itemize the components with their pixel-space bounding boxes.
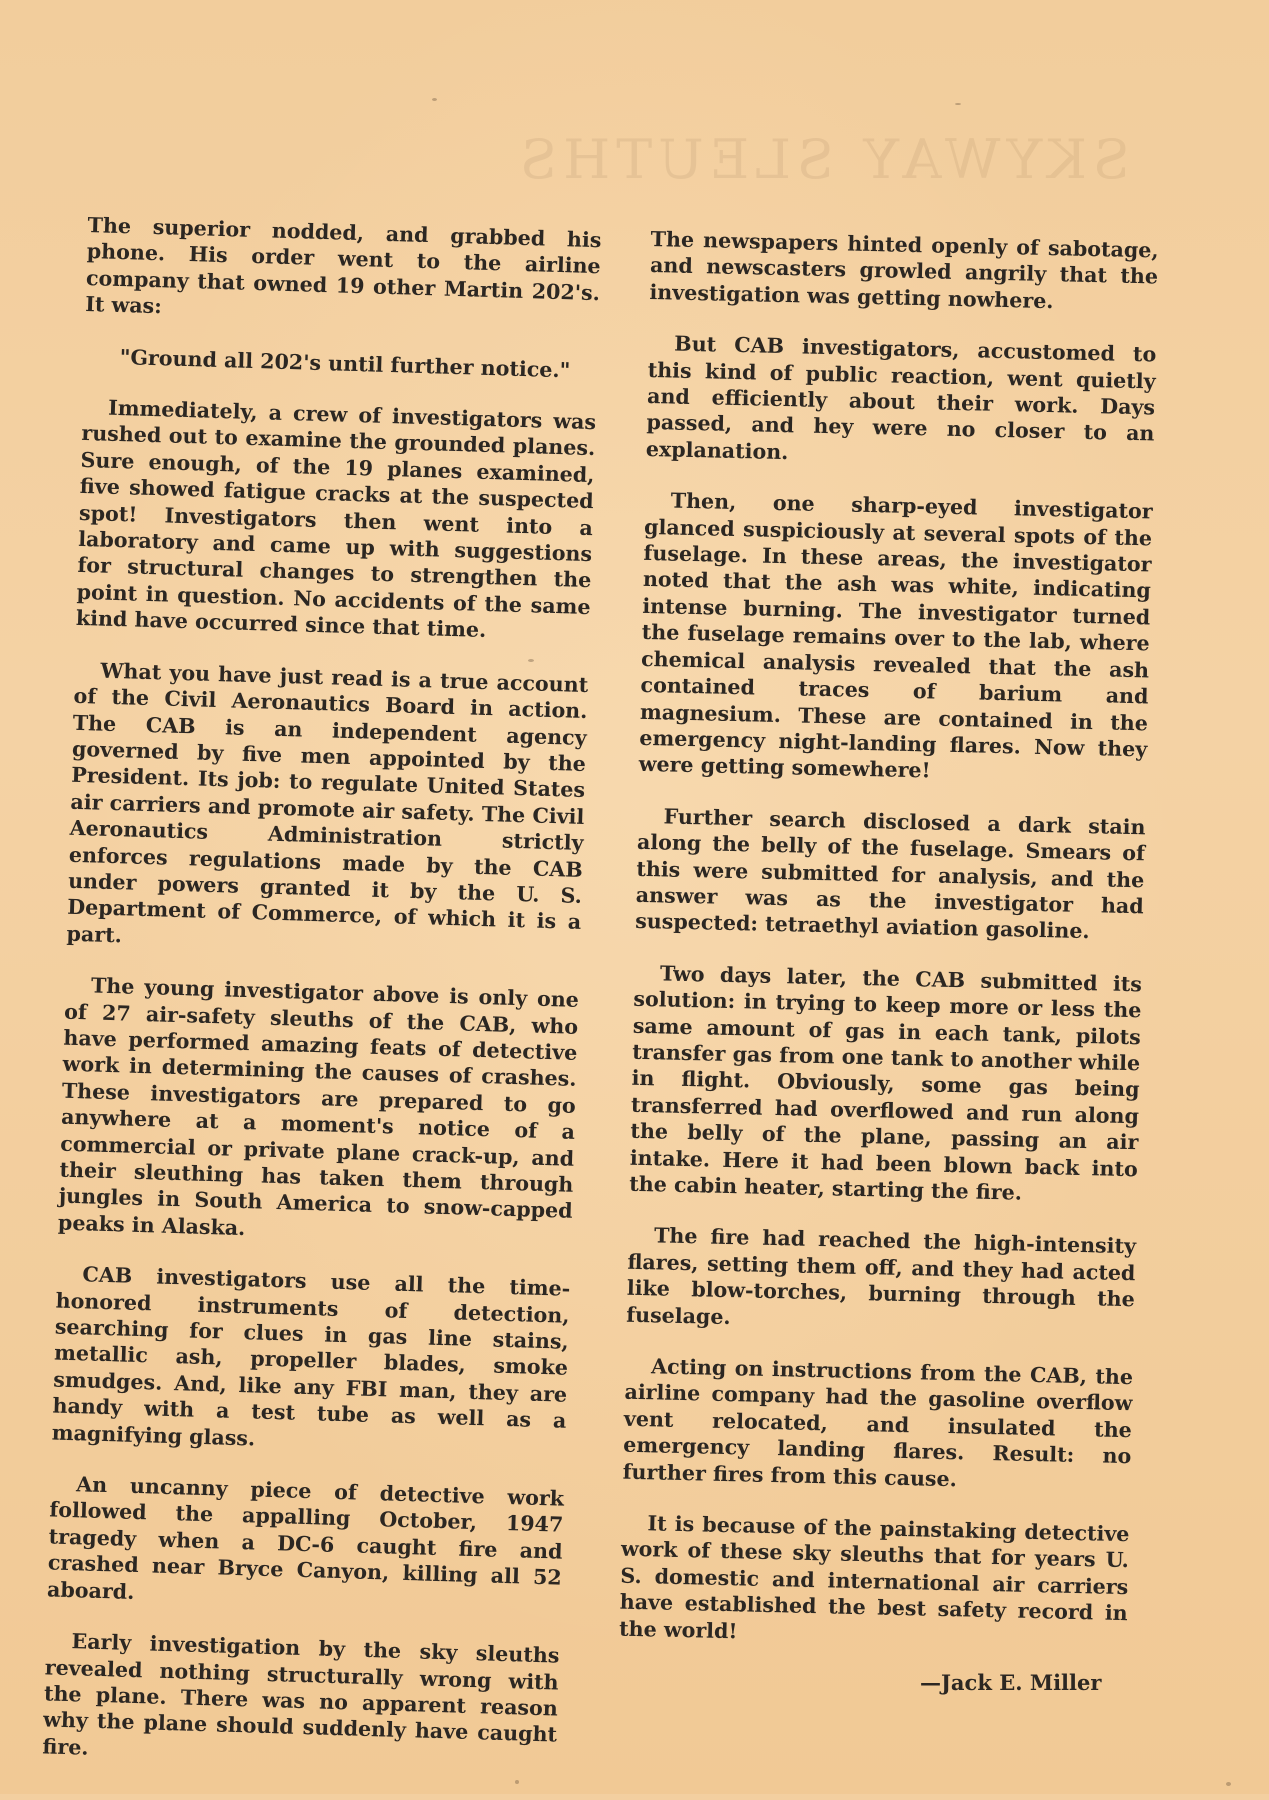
- bleed-through-title: SKYWAY SLEUTHS: [514, 128, 1130, 191]
- paragraph: Immediately, a crew of investigators was rushed out to examine the grounded planes. Sure enough, of the 19 planes examined, five showed fatigue cracks at the suspected spot! Investigators then went into a laboratory and came up with suggestions for structural changes to strengthen the point in question. No accidents of the same kind have occurred since that time.: [75, 395, 597, 643]
- paragraph: What you have just read is a true account of the Civil Aeronautics Board in action. The CAB is an independent agency governed by five men appointed by the President. Its job: to regulate United States air carriers and promote air safety. The Civil Aeronautics Administration strictly enforces regulations made by the CAB under powers granted it by the U. S. Department of Commerce, of which it is a part.: [66, 658, 589, 948]
- left-column: [41, 212, 601, 1800]
- paragraph: The superior nodded, and grabbed his phone. His order went to the airline company that owned 19 other Martin 202's. It was:: [84, 212, 602, 319]
- paragraph: An uncanny piece of detective work followed the appalling October, 1947 tragedy when a DC-6 caught fire and crashed near Bryce Canyon, killing all 52 aboard.: [46, 1472, 565, 1604]
- paragraph: Two days later, the CAB submitted its solution: in trying to keep more or less the same amount of gas in each tank, pilots transfer gas from one tank to another while in flight. Obviously, some gas being transferred had overflowed and run along the belly of the plane, passing an air intake. Here it had been blown back into the cabin heater, starting the fire.: [628, 961, 1143, 1205]
- paragraph: But CAB investigators, accustomed to this kind of public reaction, went quietly and efficiently about their work. Days passed, and hey were no closer to an explanation.: [645, 331, 1157, 465]
- paper-speck: [515, 1780, 519, 1784]
- paragraph: The fire had reached the high-intensity flares, setting them off, and they had acted like blow-torches, burning through the fuselage.: [626, 1223, 1137, 1329]
- paragraph: Early investigation by the sky sleuths revealed nothing structurally wrong with the plane. There was no apparent reason why the plane should suddenly have caught fire.: [42, 1629, 560, 1760]
- paper-speck: [432, 98, 437, 101]
- paragraph: CAB investigators use all the time-honored instruments of detection, searching for clues in gas line stains, metallic ash, propeller blades, smoke smudges. And, like any FBI man, they are handy with a test tube as well as a magnifying glass.: [51, 1262, 571, 1451]
- paragraph: The newspapers hinted openly of sabotage, and newscasters growled angrily that the investigation was getting nowhere.: [649, 226, 1159, 313]
- paragraph: Then, one sharp-eyed investigator glanced suspiciously at several spots of the fuselage. In these areas, the investigator noted that the ash was white, indicating intense burning. The investigator turned the fuselage remains over to the lab, where chemical analysis revealed that the ash contained traces of barium and magnesium. These are contained in the emergency night-landing flares. Now they were getting somewhere!: [638, 488, 1153, 783]
- paper-speck: [528, 659, 534, 662]
- paper-speck: [1226, 1782, 1231, 1786]
- paper-speck: [955, 103, 961, 105]
- quote-paragraph: "Ground all 202's until further notice.": [119, 344, 571, 382]
- paragraph: It is because of the painstaking detective work of these sky sleuths that for years U. S. domestic and international air carriers have established the best safety record in the world!: [618, 1511, 1130, 1644]
- paragraph: Acting on instructions from the CAB, the airline company had the gasoline overflow vent relocated, and insulated the emergency landing flares. Result: no further fires from this cause.: [622, 1354, 1134, 1491]
- paragraph: Further search disclosed a dark stain along the belly of the fuselage. Smears of this were submitted for analysis, and the answer was as the investigator had suspected: tetraethyl aviation gasoline.: [634, 804, 1146, 944]
- right-column: [618, 226, 1159, 1678]
- author-signature: —Jack E. Miller: [920, 1670, 1102, 1695]
- paragraph: The young investigator above is only one of 27 air-safety sleuths of the CAB, who have performed amazing feats of detective work in determining the causes of crashes. These investigators are prepared to go anywhere at a moment's notice of a commercial or private plane crack-up, and their sleuthing has taken them through jungles in South America to snow-capped peaks in Alaska.: [57, 973, 580, 1240]
